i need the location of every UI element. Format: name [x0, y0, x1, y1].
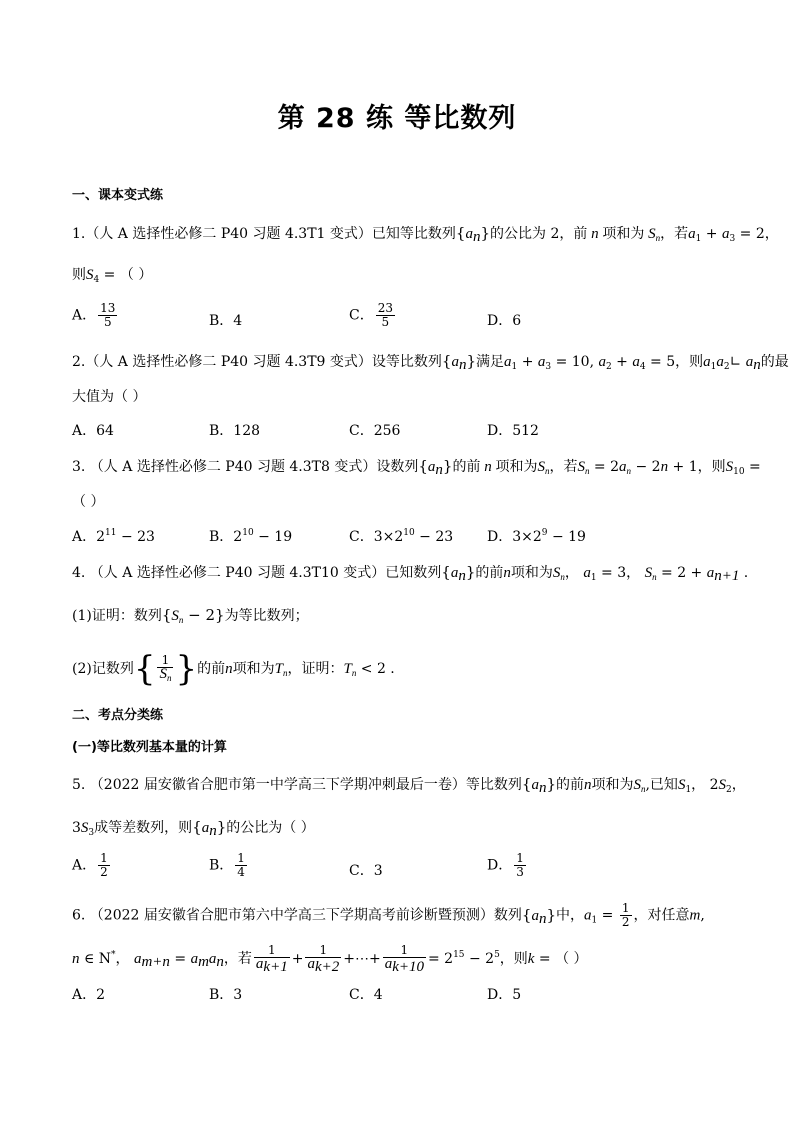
question-2: 2.（人 A 选择性必修二 P40 习题 4.3T9 变式）设等比数列$\{a_n\}$满足$a_1 + a_3 = 10$, $a_2 + a_4 = 5$，则$a_1a_2∟$ $a_n$的最 [72, 352, 789, 373]
question-5-text-4: ,已知 [645, 777, 678, 793]
question-6: 6. （2022 届安徽省合肥市第六中学高三下学期高考前诊断暨预测）数列$\{a_n\}$中，$a_1$ = $\frac{1}{2}$ ，对任意m, [72, 901, 705, 929]
q3-option-a: A．$2^{11} - 23$ [72, 528, 155, 545]
question-1-text-4: ，若 [660, 226, 689, 242]
q2-option-a: A．64 [72, 423, 114, 439]
question-1: 1.（人 A 选择性必修二 P40 习题 4.3T1 变式）已知等比数列$\{a_n\}$的公比为 2，前 n 项和为 $S_n$，若$a_1 + a_3 = 2$， [72, 224, 779, 245]
q6-option-a: A．2 [72, 987, 106, 1003]
fraction-numerator: 1 [100, 851, 108, 865]
question-1-text: 1.（人 A 选择性必修二 P40 习题 4.3T1 变式）已知等比数列 [72, 226, 456, 242]
section-heading-1: 一、课本变式练 [72, 188, 164, 203]
q1-option-c [349, 302, 397, 329]
fraction-denominator: 4 [237, 865, 245, 879]
question-2-text: 2.（人 A 选择性必修二 P40 习题 4.3T9 变式）设等比数列 [72, 354, 442, 370]
question-4-part-1-text: (1)证明：数列 [72, 608, 162, 624]
q5-option-b [209, 852, 249, 879]
fraction-denominator: 2 [100, 865, 108, 879]
question-6-text: 6. （2022 届安徽省合肥市第六中学高三下学期高考前诊断暨预测）数列 [72, 907, 522, 924]
question-6-text-3: ，对任意 [633, 907, 690, 924]
question-6-text-4: ，若 [223, 951, 252, 967]
question-5: 5. （2022 届安徽省合肥市第一中学高三下学期冲刺最后一卷）等比数列$\{a_n\}$的前n项和为$S_n$,已知$S_1$， $2S_2$， [72, 775, 746, 796]
fraction-numerator: 1 [237, 851, 245, 865]
question-3: 3. （人 A 选择性必修二 P40 习题 4.3T8 变式）设数列$\{a_n\}$的前 n 项和为$S_n$，若$S_n = 2a_n - 2n + 1$，则$S_{10}$ = [72, 457, 761, 478]
option-label: B． [209, 529, 234, 545]
question-5-text-2: 的前 [555, 777, 584, 793]
fraction-numerator: 1 [516, 851, 524, 865]
fraction-numerator: 23 [377, 301, 393, 315]
q2-option-c: C．256 [349, 423, 401, 439]
question-4-text-2: 的前 [475, 565, 504, 581]
question-4-part-1-text-2: 为等比数列； [224, 608, 309, 624]
fraction [98, 302, 117, 329]
question-3-text-3: 项和为 [495, 459, 538, 475]
fraction [98, 852, 110, 879]
q5-option-c: C．3 [349, 863, 383, 879]
question-1-text-3: 项和为 [602, 226, 645, 242]
question-4-part-2: (2)记数列{ $\frac{1}{S_n}$ }的前n项和为$T_n$，证明：$T_n < 2$ . [72, 649, 395, 689]
question-1-line-2: 则$S_4$ = （ ） [72, 267, 153, 285]
question-3-text-5: ，则 [697, 459, 726, 475]
section-heading-2: 二、考点分类练 [72, 708, 164, 723]
question-2-text-2: 满足 [476, 354, 505, 370]
q6-option-b: B．3 [209, 987, 243, 1003]
q2-option-b: B．128 [209, 423, 261, 439]
q3-option-d: D．$3\times 2^9 - 19$ [487, 528, 586, 545]
q5-option-a [72, 852, 112, 879]
question-3-line-2: （ ） [72, 494, 105, 510]
question-3-text: 3. （人 A 选择性必修二 P40 习题 4.3T8 变式）设数列 [72, 459, 419, 475]
question-4-part-2-text-4: ，证明： [287, 661, 344, 677]
question-2-line-2: 大值为（ ） [72, 389, 147, 405]
question-4-part-2-text-2: 的前 [197, 661, 226, 677]
question-5-text: 5. （2022 届安徽省合肥市第一中学高三下学期冲刺最后一卷）等比数列 [72, 777, 522, 793]
q6-option-d: D．5 [487, 987, 522, 1003]
fraction: $\frac{1}{2}$ [621, 901, 630, 929]
question-1-text-2: 的公比为 2，前 [490, 226, 588, 242]
answer-blank: （ ） [119, 267, 153, 283]
option-label: C． [349, 529, 374, 545]
fraction [235, 852, 247, 879]
fraction [376, 302, 395, 329]
question-6-text-5: ，则 [499, 951, 528, 967]
question-6-text-2: 中， [555, 907, 584, 924]
option-label: A． [72, 857, 97, 874]
fraction: $\frac{1}{S_n}$ [159, 652, 172, 683]
q2-option-d: D．512 [487, 423, 539, 439]
q1-option-a [72, 302, 119, 329]
fraction [514, 852, 526, 879]
question-5-text-3: 项和为 [591, 777, 634, 793]
q3-option-c: C．$3\times 2^{10} - 23$ [349, 528, 454, 545]
q5-option-d [487, 852, 528, 879]
answer-blank: （ ） [555, 951, 588, 967]
question-4-part-1: (1)证明：数列$\{S_n - 2\}$为等比数列； [72, 606, 309, 625]
question-5-text-5: 成等差数列，则 [94, 820, 193, 836]
question-4-text-3: 项和为 [510, 565, 553, 581]
question-6-line-2: n ∈ N*， $a_{m+n} = a_ma_n$，若 $\frac{1}{a_{k+1}}$ + $\frac{1}{a_{k+2}}$ +⋯+ $\frac{1}{a_{k+10}}$ = $2^{15} - 2^5$，则k = （ ） [72, 943, 588, 975]
option-label: D． [487, 857, 513, 874]
fraction-denominator: 3 [516, 865, 524, 879]
question-5-line-2: $3S_3$成等差数列，则$\{a_n\}$的公比为（ ） [72, 818, 315, 839]
question-3-text-4: ，若 [549, 459, 578, 475]
option-label: C． [349, 307, 374, 324]
question-4-text: 4. （人 A 选择性必修二 P40 习题 4.3T10 变式）已知数列 [72, 565, 442, 581]
q1-option-d: D．6 [487, 313, 522, 329]
question-3-text-2: 的前 [452, 459, 481, 475]
fraction-denominator: 5 [103, 315, 112, 329]
fraction: $\frac{1}{a_{k+1}}$ [255, 943, 288, 975]
q6-option-c: C．4 [349, 987, 383, 1003]
question-1-text-5: 则 [72, 267, 86, 283]
question-4: 4. （人 A 选择性必修二 P40 习题 4.3T10 变式）已知数列$\{a_n\}$的前n项和为$S_n$， $a_1 = 3$， $S_n = 2 + a_{n+1}$ . [72, 563, 749, 584]
option-label: B． [209, 857, 234, 874]
question-5-text-6: 的公比为（ ） [226, 820, 315, 836]
question-4-part-2-text: (2)记数列 [72, 661, 134, 677]
fraction-numerator: 13 [100, 301, 116, 315]
subsection-heading-1: (一)等比数列基本量的计算 [72, 740, 227, 755]
fraction: $\frac{1}{a_{k+10}}$ [384, 943, 424, 975]
question-2-text-3: ，则 [675, 354, 704, 370]
q1-option-b: B．4 [209, 313, 243, 329]
option-label: A． [72, 529, 97, 545]
page-title: 第 28 练 等比数列 [277, 103, 517, 134]
fraction-denominator: 5 [381, 315, 390, 329]
question-2-text-4: 的最 [760, 354, 789, 370]
option-label: D． [487, 529, 513, 545]
question-4-part-2-text-3: 项和为 [232, 661, 275, 677]
fraction: $\frac{1}{a_{k+2}}$ [307, 943, 340, 975]
q3-option-b: B．$2^{10} - 19$ [209, 528, 293, 545]
option-label: A． [72, 307, 97, 324]
